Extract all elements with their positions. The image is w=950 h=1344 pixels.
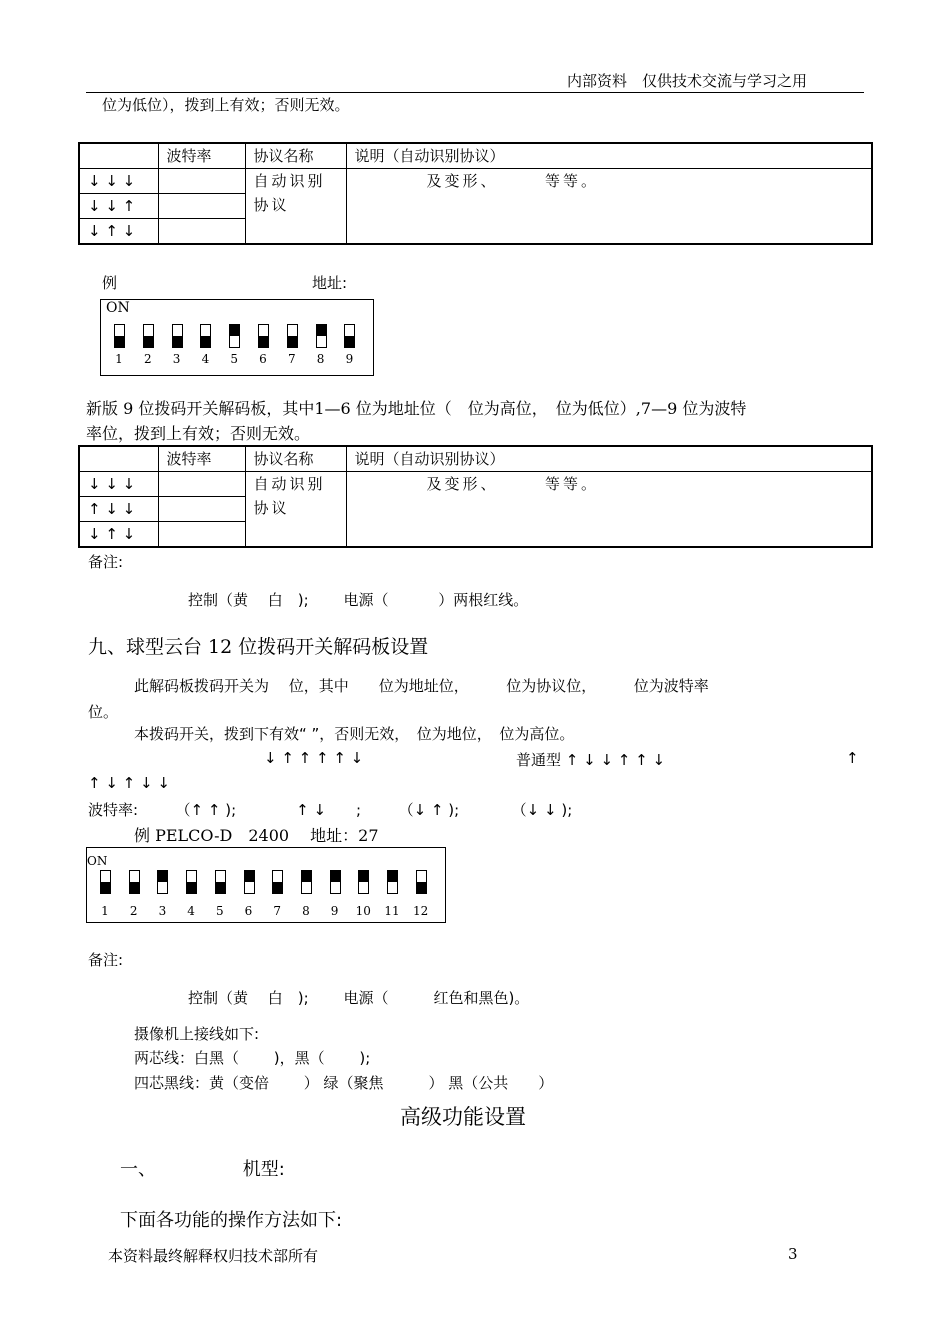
section-title: 九、球型云台 12 位拨码开关解码板设置 [88, 636, 429, 658]
dip-switch-toggle [272, 870, 283, 894]
protocol-line: 自动识别 [253, 475, 326, 493]
table-header-cell: 波特率 [158, 446, 245, 472]
baud-table-1 [78, 142, 873, 245]
table-cell [158, 169, 245, 194]
table-cell [158, 497, 245, 522]
dip-switch-number: 1 [115, 352, 123, 366]
wiring-line: 两芯线：白黑（ )，黑（ ); [134, 1049, 371, 1067]
operations-intro: 下面各功能的操作方法如下: [120, 1210, 343, 1231]
normal-type: 普通型 ↑ ↓ ↓ ↑ ↑ ↓ [516, 751, 666, 769]
arrow-sequence: ↑ ↓ ↑ ↓ ↓ [88, 774, 170, 792]
advanced-title: 高级功能设置 [400, 1105, 526, 1129]
dip-switch-toggle [215, 870, 226, 894]
desc-text: 及变形、 等等。 [426, 172, 600, 190]
dip-switch-toggle [358, 870, 369, 894]
baud-table-2 [78, 445, 873, 548]
dip-switch-number: 11 [384, 904, 400, 918]
dip-switch-toggle [387, 870, 398, 894]
dip-switch-toggle [200, 324, 211, 348]
desc-cell [346, 169, 872, 245]
table-cell [158, 522, 245, 548]
paragraph-line: 率位，拨到上有效；否则无效。 [86, 424, 311, 443]
paragraph-line: 位。 [88, 703, 119, 721]
desc-cell [346, 472, 872, 548]
dip-switch-number: 3 [172, 352, 181, 366]
dip-switch-number: 12 [413, 904, 429, 918]
protocol-cell [245, 169, 346, 245]
footer-text: 本资料最终解释权归技术部所有 [108, 1247, 319, 1265]
example-line: 例 PELCO-D 2400 地址：27 [134, 826, 379, 845]
dip-switch-toggle [100, 870, 111, 894]
dip-switch-toggle [316, 324, 327, 348]
dip-switch-number: 7 [287, 352, 296, 366]
address-label: 地址: [312, 274, 348, 292]
note-line: 控制（黄 白 ); 电源（ 红色和黑色)。 [188, 989, 530, 1007]
table-cell [158, 194, 245, 219]
dip-switch-number: 4 [201, 352, 210, 366]
on-label: ON [87, 854, 108, 868]
dip-switch-number: 3 [158, 904, 167, 918]
table-cell: ↓ ↓ ↑ [79, 194, 158, 219]
table-header-cell: 协议名称 [245, 143, 346, 169]
baud-line: 波特率: （↑ ↑ ); ↑ ↓ ; （↓ ↑ ); （↓ ↓ ); [88, 801, 573, 819]
arrow-end: ↑ [846, 749, 859, 767]
dip-switch-9 [100, 299, 374, 376]
dip-switch-12 [86, 847, 446, 923]
dip-switch-number: 6 [244, 904, 253, 918]
dip-switch-number: 2 [143, 352, 152, 366]
dip-switch-number: 10 [355, 904, 371, 918]
example-label: 例 [102, 274, 118, 292]
dip-switch-toggle [301, 870, 312, 894]
note-label: 备注: [88, 951, 124, 969]
table-header-cell [79, 143, 158, 169]
dip-switch-toggle [416, 870, 427, 894]
dip-switch-number: 1 [101, 904, 109, 918]
table-cell: ↓ ↓ ↓ [79, 169, 158, 194]
table-cell: ↓ ↑ ↓ [79, 219, 158, 245]
wiring-title: 摄像机上接线如下: [134, 1025, 260, 1043]
dip-switch-toggle [344, 324, 355, 348]
table-cell [158, 472, 245, 497]
dip-switch-toggle [330, 870, 341, 894]
dip-switch-number: 8 [302, 904, 310, 918]
table-cell: ↓ ↑ ↓ [79, 522, 158, 548]
dip-switch-toggle [129, 870, 140, 894]
text-line: 位为低位），拨到上有效；否则无效。 [102, 96, 350, 114]
table-header-cell: 波特率 [158, 143, 245, 169]
dip-switch-toggle [287, 324, 298, 348]
dip-switch-toggle [172, 324, 183, 348]
dip-switch-number: 2 [129, 904, 138, 918]
dip-switch-toggle [157, 870, 168, 894]
table-header-cell: 说明（自动识别协议） [346, 446, 872, 472]
desc-text: 及变形、 等等。 [426, 475, 600, 493]
arrow-sequence: ↓ ↑ ↑ ↑ ↑ ↓ [264, 749, 364, 767]
page-number: 3 [788, 1245, 798, 1263]
dip-switch-toggle [114, 324, 125, 348]
on-label: ON [106, 300, 130, 316]
paragraph-line: 新版 9 位拨码开关解码板，其中1—6 位为地址位（ 位为高位， 位为低位）,7—9 位为波特 [86, 399, 747, 418]
header-rule [86, 92, 864, 93]
dip-switch-number: 6 [259, 352, 267, 366]
table-header-cell: 说明（自动识别协议） [346, 143, 872, 169]
dip-switch-toggle [244, 870, 255, 894]
dip-switch-toggle [229, 324, 240, 348]
protocol-line: 协议 [253, 499, 290, 517]
table-cell [158, 219, 245, 245]
wiring-line: 四芯黑线：黄（变倍 ） 绿（聚焦 ） 黑（公共 ） [134, 1074, 554, 1092]
advanced-item: 一、 机型: [120, 1159, 285, 1180]
dip-switch-number: 4 [187, 904, 195, 918]
protocol-cell [245, 472, 346, 548]
table-header-cell [79, 446, 158, 472]
header-text: 内部资料 仅供技术交流与学习之用 [567, 72, 808, 90]
dip-switch-toggle [186, 870, 197, 894]
dip-switch-number: 7 [273, 904, 281, 918]
table-cell: ↑ ↓ ↓ [79, 497, 158, 522]
table-cell: ↓ ↓ ↓ [79, 472, 158, 497]
protocol-line: 协议 [253, 196, 290, 214]
dip-switch-number: 8 [316, 352, 325, 366]
dip-switch-toggle [258, 324, 269, 348]
paragraph-line: 本拨码开关，拨到下有效“ ”，否则无效， 位为地位， 位为高位。 [134, 725, 575, 743]
note-line: 控制（黄 白 ); 电源（ ）两根红线。 [188, 591, 529, 609]
note-label: 备注: [88, 553, 124, 571]
dip-switch-toggle [143, 324, 154, 348]
protocol-line: 自动识别 [253, 172, 326, 190]
dip-switch-number: 5 [215, 904, 224, 918]
paragraph-line: 此解码板拨码开关为 位，其中 位为地址位， 位为协议位， 位为波特率 [134, 677, 709, 695]
table-header-cell: 协议名称 [245, 446, 346, 472]
dip-switch-number: 9 [330, 904, 339, 918]
dip-switch-number: 5 [230, 352, 238, 366]
dip-switch-number: 9 [345, 352, 354, 366]
